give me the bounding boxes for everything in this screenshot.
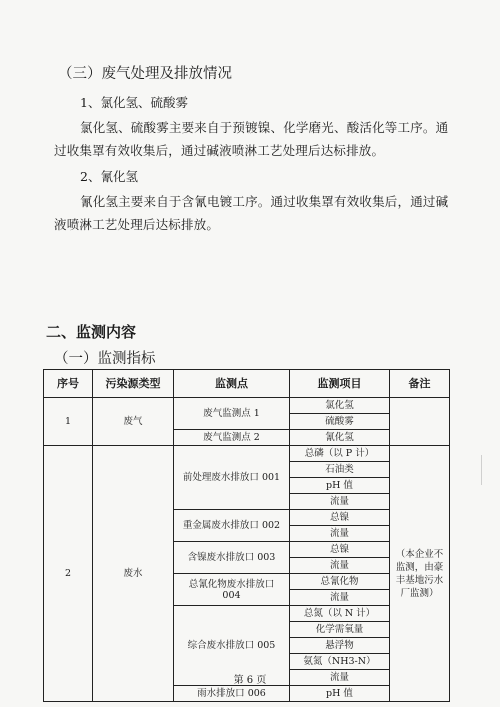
- monitoring-item: 总镍: [290, 542, 390, 558]
- monitoring-item: 总氮（以 N 计）: [290, 606, 390, 622]
- monitoring-item: 硫酸雾: [290, 414, 390, 430]
- monitoring-point: 雨水排放口 006: [174, 686, 290, 702]
- monitoring-item: 石油类: [290, 462, 390, 478]
- monitoring-item: 流量: [290, 526, 390, 542]
- monitoring-item: 总磷（以 P 计）: [290, 446, 390, 462]
- monitoring-point: 综合废水排放口 005: [174, 606, 290, 686]
- scan-artifact: [481, 455, 494, 485]
- remark-cell-empty: [390, 398, 450, 446]
- header-cell: 序号: [44, 370, 93, 398]
- monitoring-item: 悬浮物: [290, 638, 390, 654]
- monitoring-item: 氯化氢: [290, 398, 390, 414]
- header-cell: 监测点: [174, 370, 290, 398]
- page-number: 第 6 页: [233, 675, 267, 686]
- monitoring-point: 废气监测点 2: [174, 430, 290, 446]
- paragraph-2: 氰化氢主要来自于含氰电镀工序。通过收集罩有效收集后，通过碱液喷淋工艺处理后达标排放。: [54, 194, 449, 232]
- remark-cell: [390, 446, 450, 702]
- subsection-title-1: 1、氯化氢、硫酸雾: [80, 95, 188, 110]
- monitoring-item: 氨氮（NH3-N）: [290, 654, 390, 670]
- monitoring-point: 总氰化物废水排放口 004: [174, 574, 290, 606]
- monitoring-point: 含镍废水排放口 003: [174, 542, 290, 574]
- monitoring-item: pH 值: [290, 686, 390, 702]
- section-heading-monitoring: 二、监测内容: [46, 323, 137, 341]
- monitoring-item: 流量: [290, 558, 390, 574]
- row-number: 2: [44, 446, 93, 702]
- header-cell: 备注: [390, 370, 450, 398]
- monitoring-point: 前处理废水排放口 001: [174, 446, 290, 510]
- monitoring-item: 流量: [290, 494, 390, 510]
- monitoring-item: pH 值: [290, 478, 390, 494]
- monitoring-point: 重金属废水排放口 002: [174, 510, 290, 542]
- monitoring-item: 总氰化物: [290, 574, 390, 590]
- header-cell: 污染源类型: [93, 370, 174, 398]
- table-header-row: [44, 370, 450, 398]
- source-type: 废水: [93, 446, 174, 702]
- subsection-title-2: 2、氰化氢: [80, 169, 138, 184]
- monitoring-point: 废气监测点 1: [174, 398, 290, 430]
- monitoring-item: 氰化氢: [290, 430, 390, 446]
- remark-text: （本企业不监测，由豪丰基地污水厂监测）: [395, 548, 444, 599]
- section-heading-waste-gas: （三）废气处理及排放情况: [58, 66, 232, 82]
- monitoring-item: 总镍: [290, 510, 390, 526]
- monitoring-item: 化学需氧量: [290, 622, 390, 638]
- source-type: 废气: [93, 398, 174, 446]
- monitoring-table: [43, 369, 450, 702]
- table-row: [44, 398, 450, 414]
- subsection-heading-indicators: （一）监测指标: [54, 351, 156, 367]
- header-cell: 监测项目: [290, 370, 390, 398]
- monitoring-item: 流量: [290, 590, 390, 606]
- row-number: 1: [44, 398, 93, 446]
- paragraph-1: 氯化氢、硫酸雾主要来自于预镀镍、化学磨光、酸活化等工序。通过收集罩有效收集后，通过碱液喷淋工艺处理后达标排放。: [54, 120, 449, 158]
- monitoring-item: 流量: [290, 670, 390, 686]
- table-row: [44, 446, 450, 462]
